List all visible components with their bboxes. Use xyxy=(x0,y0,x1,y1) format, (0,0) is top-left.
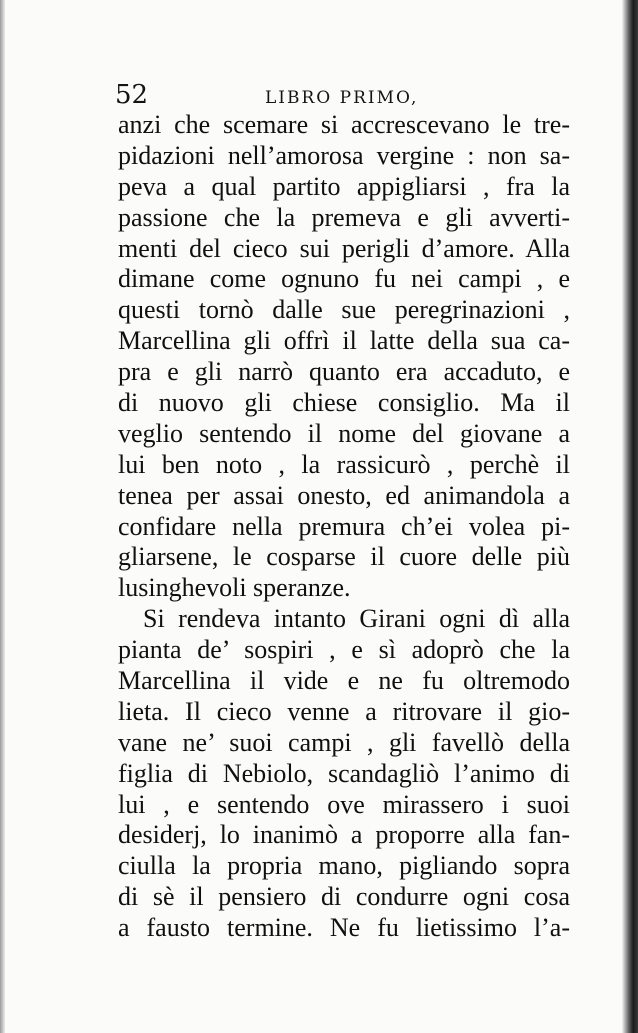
text-line: lieta. Il cieco venne a ritrovare il gio- xyxy=(118,696,570,726)
text-line: menti del cieco sui perigli d’amore. Alla xyxy=(118,233,570,263)
text-line: confidare nella premura ch’ei volea pi- xyxy=(118,511,570,541)
page-gutter-shadow xyxy=(622,0,638,1033)
text-line: pidazioni nell’amorosa vergine : non sa- xyxy=(118,140,570,170)
text-line: peva a qual partito appigliarsi , fra la xyxy=(118,171,570,201)
paragraph-end-line: lusinghevoli speranze. xyxy=(118,573,351,603)
text-line: dimane come ognuno fu nei campi , e xyxy=(118,264,570,294)
text-line: pianta de’ sospiri , e sì adoprò che la xyxy=(118,635,570,665)
page-number: 52 xyxy=(115,80,149,110)
text-line: passione che la premeva e gli avverti- xyxy=(118,202,570,232)
text-line: lui ben noto , la rassicurò , perchè il xyxy=(118,449,570,479)
body-text xyxy=(118,110,570,944)
text-line: Marcellina gli offrì il latte della sua ca- xyxy=(118,326,570,356)
text-line: tenea per assai onesto, ed animandola a xyxy=(118,480,570,510)
text-line: questi tornò dalle sue peregrinazioni , xyxy=(118,295,570,325)
text-line: a fausto termine. Ne fu lietissimo l’a- xyxy=(118,913,570,943)
text-line: pra e gli narrò quanto era accaduto, e xyxy=(118,357,570,387)
text-line: gliarsene, le cosparse il cuore delle più xyxy=(118,542,570,572)
text-line: Marcellina il vide e ne fu oltremodo xyxy=(118,666,570,696)
text-line: ciulla la propria mano, pigliando sopra xyxy=(118,851,570,881)
paragraph-start-line: Si rendeva intanto Girani ogni dì alla xyxy=(143,604,570,634)
text-line: anzi che scemare si accrescevano le tre- xyxy=(118,110,570,139)
text-line: figlia di Nebiolo, scandagliò l’animo di xyxy=(118,758,570,788)
text-line: vane ne’ suoi campi , gli favellò della xyxy=(118,727,570,757)
page-left-edge xyxy=(0,0,5,1033)
text-line: desiderj, lo inanimò a proporre alla fan- xyxy=(118,820,570,850)
text-line: di sè il pensiero di condurre ogni cosa xyxy=(118,882,570,912)
text-line: lui , e sentendo ove mirassero i suoi xyxy=(118,789,570,819)
text-line: di nuovo gli chiese consiglio. Ma il xyxy=(118,388,570,418)
running-head: LIBRO PRIMO, xyxy=(265,88,419,108)
text-line: veglio sentendo il nome del giovane a xyxy=(118,418,570,448)
